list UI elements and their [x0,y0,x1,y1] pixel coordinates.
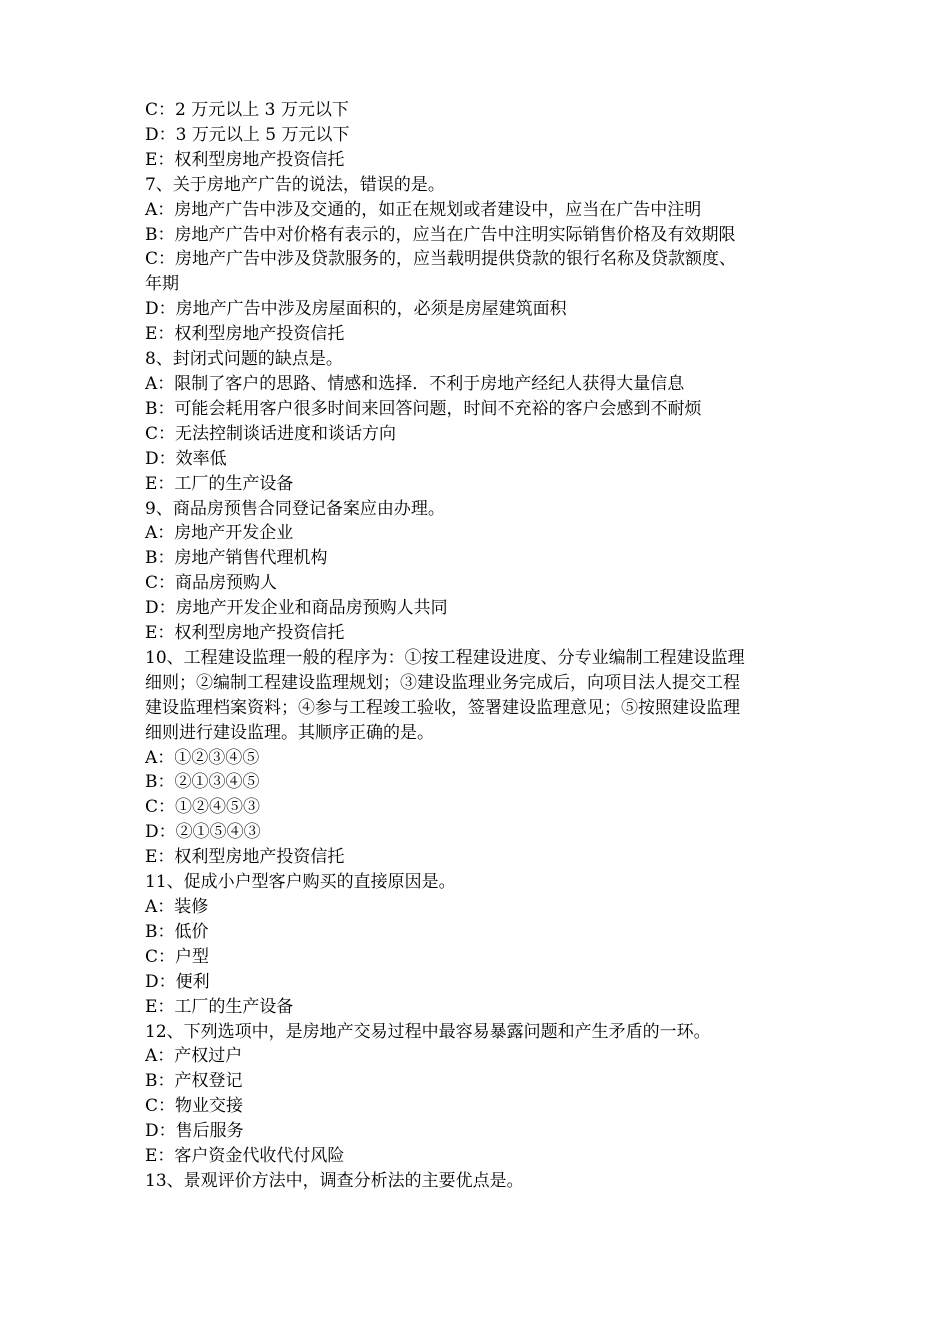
option-line: D：3 万元以上 5 万元以下 [145,124,350,145]
option-line: C：2 万元以上 3 万元以下 [145,100,349,120]
question-line: 10、工程建设监理一般的程序为：①按工程建设进度、分专业编制工程建设监理 [145,647,745,668]
option-line: B：可能会耗用客户很多时间来回答问题，时间不充裕的客户会感到不耐烦 [145,398,702,419]
option-line: A：限制了客户的思路、情感和选择．不利于房地产经纪人获得大量信息 [145,373,685,394]
option-line: E：权利型房地产投资信托 [145,847,345,868]
document-body [145,98,815,1194]
option-line: C：商品房预购人 [145,573,278,594]
option-line: C：房地产广告中涉及贷款服务的，应当载明提供贷款的银行名称及贷款额度、 [145,249,737,270]
option-line: C：①②④⑤③ [145,797,261,818]
question-line-continued: 细则进行建设监理。其顺序正确的是。 [145,722,434,743]
option-line: D：②①⑤④③ [145,822,261,843]
option-line: D：房地产开发企业和商品房预购人共同 [145,598,448,619]
question-line-continued: 细则；②编制工程建设监理规划；③建设监理业务完成后，向项目法人提交工程 [145,672,740,693]
option-line: B：房地产销售代理机构 [145,548,328,569]
option-line: B：房地产广告中对价格有表示的，应当在广告中注明实际销售价格及有效期限 [145,224,736,245]
question-line-continued: 建设监理档案资料；④参与工程竣工验收，签署建设监理意见；⑤按照建设监理 [145,697,740,718]
option-line: E：权利型房地产投资信托 [145,623,345,644]
question-line: 8、封闭式问题的缺点是。 [145,349,343,370]
option-line: A：房地产开发企业 [145,523,294,544]
option-line: D：便利 [145,971,210,992]
option-line: E：权利型房地产投资信托 [145,149,345,170]
option-line: E：客户资金代收代付风险 [145,1146,345,1167]
question-line: 13、景观评价方法中，调查分析法的主要优点是。 [145,1170,524,1191]
option-line: B：产权登记 [145,1071,243,1092]
option-line: C：户型 [145,946,210,967]
option-line: D：房地产广告中涉及房屋面积的，必须是房屋建筑面积 [145,299,567,320]
question-line: 7、关于房地产广告的说法，错误的是。 [145,174,445,195]
option-line: A：①②③④⑤ [145,747,260,768]
option-line-continued: 年期 [145,274,179,295]
option-line: E：工厂的生产设备 [145,473,294,494]
question-line: 12、下列选项中，是房地产交易过程中最容易暴露问题和产生矛盾的一环。 [145,1021,711,1042]
option-line: D：效率低 [145,448,227,469]
option-line: E：工厂的生产设备 [145,996,294,1017]
question-line: 9、商品房预售合同登记备案应由办理。 [145,498,445,519]
option-line: A：房地产广告中涉及交通的，如正在规划或者建设中，应当在广告中注明 [145,199,702,220]
option-line: D：售后服务 [145,1121,244,1142]
option-line: C：无法控制谈话进度和谈话方向 [145,423,397,444]
question-line: 11、促成小户型客户购买的直接原因是。 [145,872,456,893]
option-line: A：装修 [145,897,209,917]
option-line: C：物业交接 [145,1096,244,1117]
option-line: A：产权过户 [145,1046,243,1067]
option-line: B：②①③④⑤ [145,772,260,793]
option-line: E：权利型房地产投资信托 [145,324,345,345]
option-line: B：低价 [145,921,209,942]
